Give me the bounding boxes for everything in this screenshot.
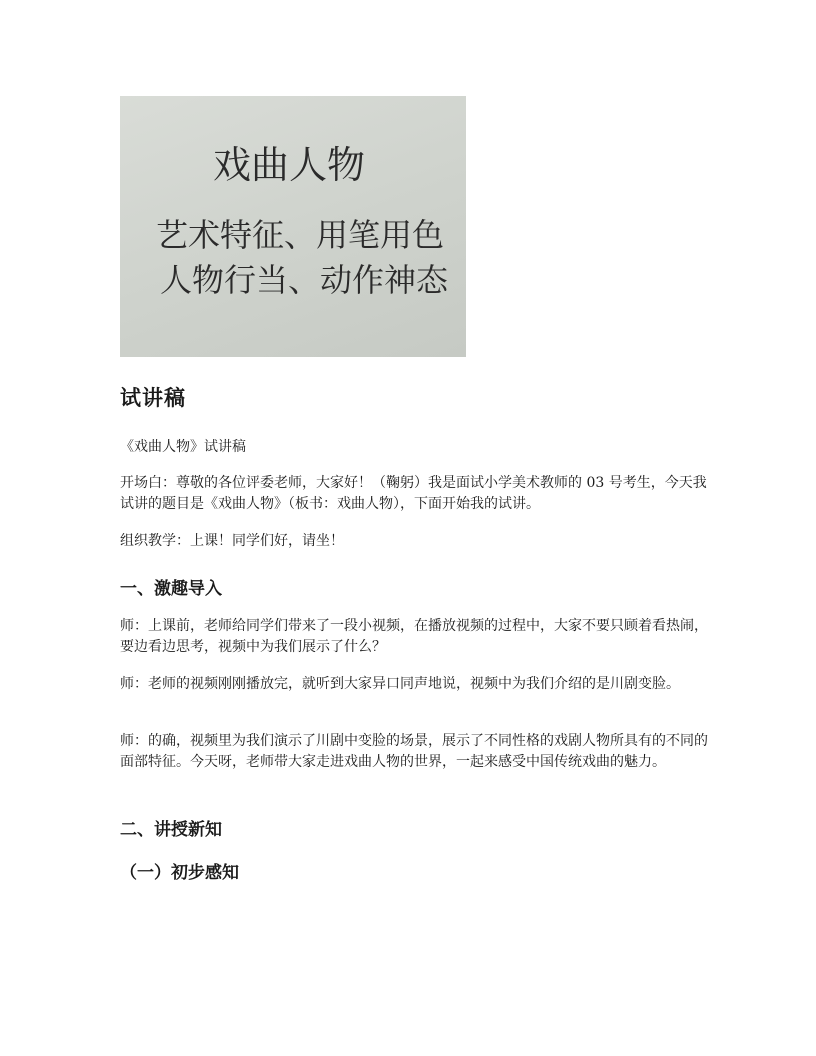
section-1-heading: 一、激趣导入 — [120, 579, 222, 599]
section-2-heading: 二、讲授新知 — [120, 820, 222, 840]
subsection-1-heading: （一）初步感知 — [120, 863, 239, 883]
opening-paragraph: 开场白：尊敬的各位评委老师，大家好！（鞠躬）我是面试小学美术教师的 03 号考生，今天我试讲的题目是《戏曲人物》（板书：戏曲人物），下面开始我的试讲。 — [120, 475, 707, 512]
handwriting-photo — [120, 96, 466, 357]
section-1-paragraph-1: 师：上课前，老师给同学们带来了一段小视频，在播放视频的过程中，大家不要只顾着看热闹，要边看边思考，视频中为我们展示了什么？ — [120, 618, 708, 655]
photo-line-2: 艺术特征、用笔用色 — [156, 216, 445, 254]
handwriting-canvas — [120, 96, 466, 357]
document-title: 试讲稿 — [120, 386, 186, 410]
section-1-paragraph-2: 师：老师的视频刚刚播放完，就听到大家异口同声地说，视频中为我们介绍的是川剧变脸。 — [120, 676, 680, 692]
photo-line-1: 戏曲人物 — [213, 143, 366, 187]
section-1-paragraph-3: 师：的确，视频里为我们演示了川剧中变脸的场景，展示了不同性格的戏剧人物所具有的不同的面部特征。今天呀，老师带大家走进戏曲人物的世界，一起来感受中国传统戏曲的魅力。 — [120, 733, 708, 770]
document-subtitle: 《戏曲人物》试讲稿 — [120, 439, 246, 455]
organize-paragraph: 组织教学：上课！同学们好，请坐！ — [120, 533, 344, 549]
photo-line-3: 人物行当、动作神态 — [160, 261, 449, 299]
